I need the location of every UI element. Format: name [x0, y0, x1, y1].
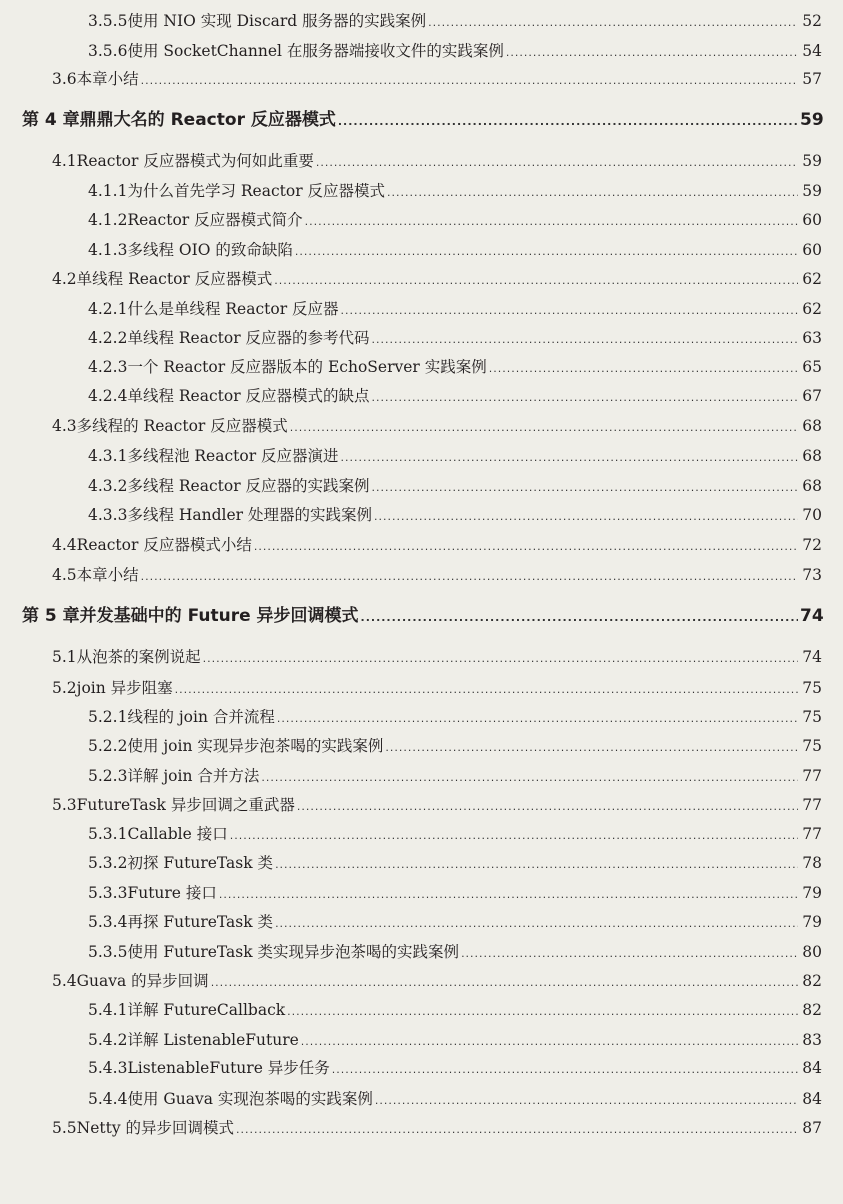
toc-entry-sub[interactable] — [88, 176, 822, 206]
toc-entry-title: 为什么首先学习 Reactor 反应器模式 — [127, 182, 386, 200]
toc-entry-page-number: 77 — [802, 796, 822, 814]
toc-entry-page-number: 60 — [802, 211, 822, 229]
toc-entry-number: 4.2.1 — [88, 300, 128, 318]
toc-entry-page-number: 68 — [802, 477, 822, 495]
toc-entry-page-number: 67 — [802, 387, 822, 405]
toc-entry-section[interactable] — [52, 1113, 822, 1143]
toc-entry-title: 初探 FutureTask 类 — [127, 854, 274, 872]
dot-leader — [316, 148, 798, 178]
dot-leader — [338, 107, 798, 137]
dot-leader — [274, 266, 798, 296]
toc-entry-title: 并发基础中的 Future 异步回调模式 — [79, 606, 359, 626]
toc-entry-section[interactable] — [52, 790, 822, 820]
dot-leader — [203, 644, 798, 674]
toc-entry-number: 4.2.3 — [88, 358, 128, 376]
toc-entry-section[interactable] — [52, 264, 822, 294]
dot-leader — [341, 296, 798, 326]
toc-entry-section[interactable] — [52, 560, 822, 590]
dot-leader — [277, 704, 798, 734]
toc-entry-sub[interactable] — [88, 500, 822, 530]
toc-entry-page-number: 74 — [800, 606, 824, 626]
toc-entry-number: 4.1.1 — [88, 182, 128, 200]
toc-entry-number: 4.2.4 — [88, 387, 128, 405]
toc-entry-sub[interactable] — [88, 995, 822, 1025]
toc-entry-page-number: 59 — [800, 110, 824, 130]
toc-entry-sub[interactable] — [88, 6, 822, 36]
dot-leader — [254, 532, 798, 562]
dot-leader — [295, 237, 798, 267]
toc-entry-sub[interactable] — [88, 761, 822, 791]
toc-entry-title: 详解 ListenableFuture — [127, 1031, 299, 1049]
toc-entry-section[interactable] — [52, 642, 822, 672]
toc-entry-number: 5.4.1 — [88, 1001, 128, 1019]
toc-entry-title: 详解 FutureCallback — [127, 1001, 286, 1019]
toc-entry-page-number: 80 — [802, 943, 822, 961]
toc-entry-number: 4.2.2 — [88, 329, 128, 347]
dot-leader — [428, 8, 798, 38]
toc-entry-number: 4.3.3 — [88, 506, 128, 524]
toc-entry-title: Reactor 反应器模式小结 — [76, 536, 252, 554]
toc-entry-sub[interactable] — [88, 731, 822, 761]
toc-entry-sub[interactable] — [88, 352, 822, 382]
toc-entry-title: join 异步阻塞 — [76, 679, 173, 697]
toc-entry-sub[interactable] — [88, 323, 822, 353]
toc-entry-number: 5.3 — [52, 796, 77, 814]
toc-entry-title: 使用 NIO 实现 Discard 服务器的实践案例 — [127, 12, 427, 30]
toc-entry-sub[interactable] — [88, 441, 822, 471]
toc-entry-page-number: 65 — [802, 358, 822, 376]
dot-leader — [230, 821, 798, 851]
toc-entry-sub[interactable] — [88, 702, 822, 732]
toc-entry-title: 使用 FutureTask 类实现异步泡茶喝的实践案例 — [127, 943, 460, 961]
toc-entry-page-number: 82 — [802, 1001, 822, 1019]
toc-entry-page-number: 68 — [802, 447, 822, 465]
toc-entry-page-number: 62 — [802, 270, 822, 288]
dot-leader — [287, 997, 798, 1027]
toc-entry-section[interactable] — [52, 146, 822, 176]
toc-entry-title: FutureTask 异步回调之重武器 — [76, 796, 295, 814]
toc-entry-sub[interactable] — [88, 1053, 822, 1083]
toc-entry-title: 再探 FutureTask 类 — [127, 913, 274, 931]
toc-entry-number: 5.1 — [52, 648, 77, 666]
toc-entry-title: 单线程 Reactor 反应器的参考代码 — [127, 329, 370, 347]
toc-entry-number: 5.2.2 — [88, 737, 128, 755]
toc-entry-number: 3.5.6 — [88, 42, 128, 60]
toc-entry-page-number: 84 — [802, 1090, 822, 1108]
toc-entry-number: 4.3.2 — [88, 477, 128, 495]
toc-entry-number: 5.3.5 — [88, 943, 128, 961]
toc-entry-title: 多线程 Reactor 反应器的实践案例 — [127, 477, 370, 495]
toc-entry-sub[interactable] — [88, 907, 822, 937]
toc-entry-page-number: 84 — [802, 1059, 822, 1077]
toc-entry-title: 多线程的 Reactor 反应器模式 — [76, 417, 288, 435]
toc-entry-number: 5.3.3 — [88, 884, 128, 902]
toc-entry-section[interactable] — [52, 673, 822, 703]
toc-entry-number: 5.3.4 — [88, 913, 128, 931]
toc-entry-title: 从泡茶的案例说起 — [76, 648, 201, 666]
toc-entry-sub[interactable] — [88, 878, 822, 908]
toc-entry-page-number: 62 — [802, 300, 822, 318]
toc-entry-page-number: 59 — [802, 182, 822, 200]
toc-entry-number: 5.3.2 — [88, 854, 128, 872]
toc-entry-number: 4.3.1 — [88, 447, 128, 465]
dot-leader — [175, 675, 798, 705]
toc-entry-page-number: 87 — [802, 1119, 822, 1137]
toc-entry-title: 本章小结 — [76, 566, 139, 584]
toc-entry-page-number: 75 — [802, 679, 822, 697]
toc-entry-number: 4.4 — [52, 536, 77, 554]
toc-entry-title: 单线程 Reactor 反应器模式 — [76, 270, 273, 288]
toc-entry-title: 单线程 Reactor 反应器模式的缺点 — [127, 387, 370, 405]
toc-entry-page-number: 79 — [802, 884, 822, 902]
toc-entry-page-number: 78 — [802, 854, 822, 872]
toc-entry-number: 4.2 — [52, 270, 77, 288]
dot-leader — [361, 603, 798, 633]
toc-entry-page-number: 73 — [802, 566, 822, 584]
toc-entry-page-number: 79 — [802, 913, 822, 931]
toc-entry-title: 本章小结 — [76, 70, 139, 88]
toc-entry-title: 使用 Guava 实现泡茶喝的实践案例 — [127, 1090, 373, 1108]
toc-entry-sub[interactable] — [88, 235, 822, 265]
toc-entry-title: 多线程池 Reactor 反应器演进 — [127, 447, 339, 465]
toc-entry-number: 5.2.3 — [88, 767, 128, 785]
toc-entry-page-number: 57 — [802, 70, 822, 88]
dot-leader — [372, 325, 798, 355]
dot-leader — [372, 383, 798, 413]
toc-entry-number: 第 4 章 — [22, 110, 80, 130]
toc-entry-sub[interactable] — [88, 381, 822, 411]
dot-leader — [141, 66, 798, 96]
toc-entry-number: 5.4.2 — [88, 1031, 128, 1049]
toc-entry-title: Netty 的异步回调模式 — [76, 1119, 235, 1137]
toc-entry-sub[interactable] — [88, 1084, 822, 1114]
dot-leader — [297, 792, 798, 822]
toc-entry-sub[interactable] — [88, 937, 822, 967]
toc-entry-sub[interactable] — [88, 848, 822, 878]
dot-leader — [461, 939, 798, 969]
toc-entry-page-number: 83 — [802, 1031, 822, 1049]
dot-leader — [236, 1115, 798, 1145]
toc-entry-chapter[interactable] — [22, 105, 822, 135]
dot-leader — [305, 207, 798, 237]
toc-entry-sub[interactable] — [88, 36, 822, 66]
toc-entry-number: 5.2 — [52, 679, 77, 697]
toc-entry-number: 3.5.5 — [88, 12, 128, 30]
toc-entry-page-number: 77 — [802, 767, 822, 785]
toc-entry-number: 4.3 — [52, 417, 77, 435]
dot-leader — [332, 1055, 798, 1085]
toc-entry-title: 多线程 Handler 处理器的实践案例 — [127, 506, 373, 524]
toc-entry-title: 详解 join 合并方法 — [127, 767, 260, 785]
toc-entry-title: 什么是单线程 Reactor 反应器 — [127, 300, 339, 318]
toc-entry-number: 4.1.2 — [88, 211, 128, 229]
toc-entry-page-number: 74 — [802, 648, 822, 666]
dot-leader — [275, 909, 798, 939]
toc-entry-title: 一个 Reactor 反应器版本的 EchoServer 实践案例 — [127, 358, 487, 376]
dot-leader — [261, 763, 798, 793]
toc-entry-title: Guava 的异步回调 — [76, 972, 209, 990]
toc-entry-page-number: 52 — [802, 12, 822, 30]
toc-entry-page-number: 63 — [802, 329, 822, 347]
toc-entry-sub[interactable] — [88, 1025, 822, 1055]
toc-entry-title: 使用 SocketChannel 在服务器端接收文件的实践案例 — [127, 42, 504, 60]
toc-entry-title: Reactor 反应器模式为何如此重要 — [76, 152, 314, 170]
toc-entry-number: 5.4 — [52, 972, 77, 990]
toc-entry-page-number: 72 — [802, 536, 822, 554]
toc-entry-sub[interactable] — [88, 471, 822, 501]
toc-entry-number: 第 5 章 — [22, 606, 80, 626]
toc-entry-section[interactable] — [52, 530, 822, 560]
dot-leader — [489, 354, 798, 384]
toc-entry-section[interactable] — [52, 64, 822, 94]
toc-entry-chapter[interactable] — [22, 601, 822, 631]
dot-leader — [372, 473, 798, 503]
toc-entry-number: 4.1 — [52, 152, 77, 170]
toc-entry-number: 5.4.4 — [88, 1090, 128, 1108]
toc-entry-page-number: 70 — [802, 506, 822, 524]
dot-leader — [141, 562, 798, 592]
dot-leader — [375, 1086, 798, 1116]
toc-entry-number: 5.2.1 — [88, 708, 128, 726]
toc-entry-section[interactable] — [52, 411, 822, 441]
dot-leader — [290, 413, 798, 443]
toc-entry-page-number: 75 — [802, 737, 822, 755]
toc-entry-sub[interactable] — [88, 205, 822, 235]
dot-leader — [219, 880, 798, 910]
toc-entry-title: 鼎鼎大名的 Reactor 反应器模式 — [79, 110, 336, 130]
toc-entry-page-number: 68 — [802, 417, 822, 435]
dot-leader — [341, 443, 798, 473]
toc-entry-title: 多线程 OIO 的致命缺陷 — [127, 241, 293, 259]
toc-entry-number: 5.5 — [52, 1119, 77, 1137]
dot-leader — [387, 178, 798, 208]
toc-entry-title: ListenableFuture 异步任务 — [127, 1059, 330, 1077]
toc-entry-title: Reactor 反应器模式简介 — [127, 211, 303, 229]
toc-entry-number: 4.5 — [52, 566, 77, 584]
toc-entry-number: 4.1.3 — [88, 241, 128, 259]
dot-leader — [374, 502, 798, 532]
toc-entry-title: 使用 join 实现异步泡茶喝的实践案例 — [127, 737, 384, 755]
toc-entry-title: Future 接口 — [127, 884, 217, 902]
toc-entry-page-number: 82 — [802, 972, 822, 990]
toc-entry-page-number: 75 — [802, 708, 822, 726]
toc-entry-number: 5.4.3 — [88, 1059, 128, 1077]
toc-entry-page-number: 54 — [802, 42, 822, 60]
dot-leader — [275, 850, 798, 880]
dot-leader — [211, 968, 798, 998]
toc-entry-title: 线程的 join 合并流程 — [127, 708, 275, 726]
toc-entry-number: 5.3.1 — [88, 825, 128, 843]
toc-entry-page-number: 60 — [802, 241, 822, 259]
toc-entry-sub[interactable] — [88, 819, 822, 849]
toc-entry-section[interactable] — [52, 966, 822, 996]
toc-entry-page-number: 77 — [802, 825, 822, 843]
toc-entry-number: 3.6 — [52, 70, 77, 88]
toc-entry-page-number: 59 — [802, 152, 822, 170]
toc-entry-sub[interactable] — [88, 294, 822, 324]
dot-leader — [385, 733, 798, 763]
toc-entry-title: Callable 接口 — [127, 825, 228, 843]
